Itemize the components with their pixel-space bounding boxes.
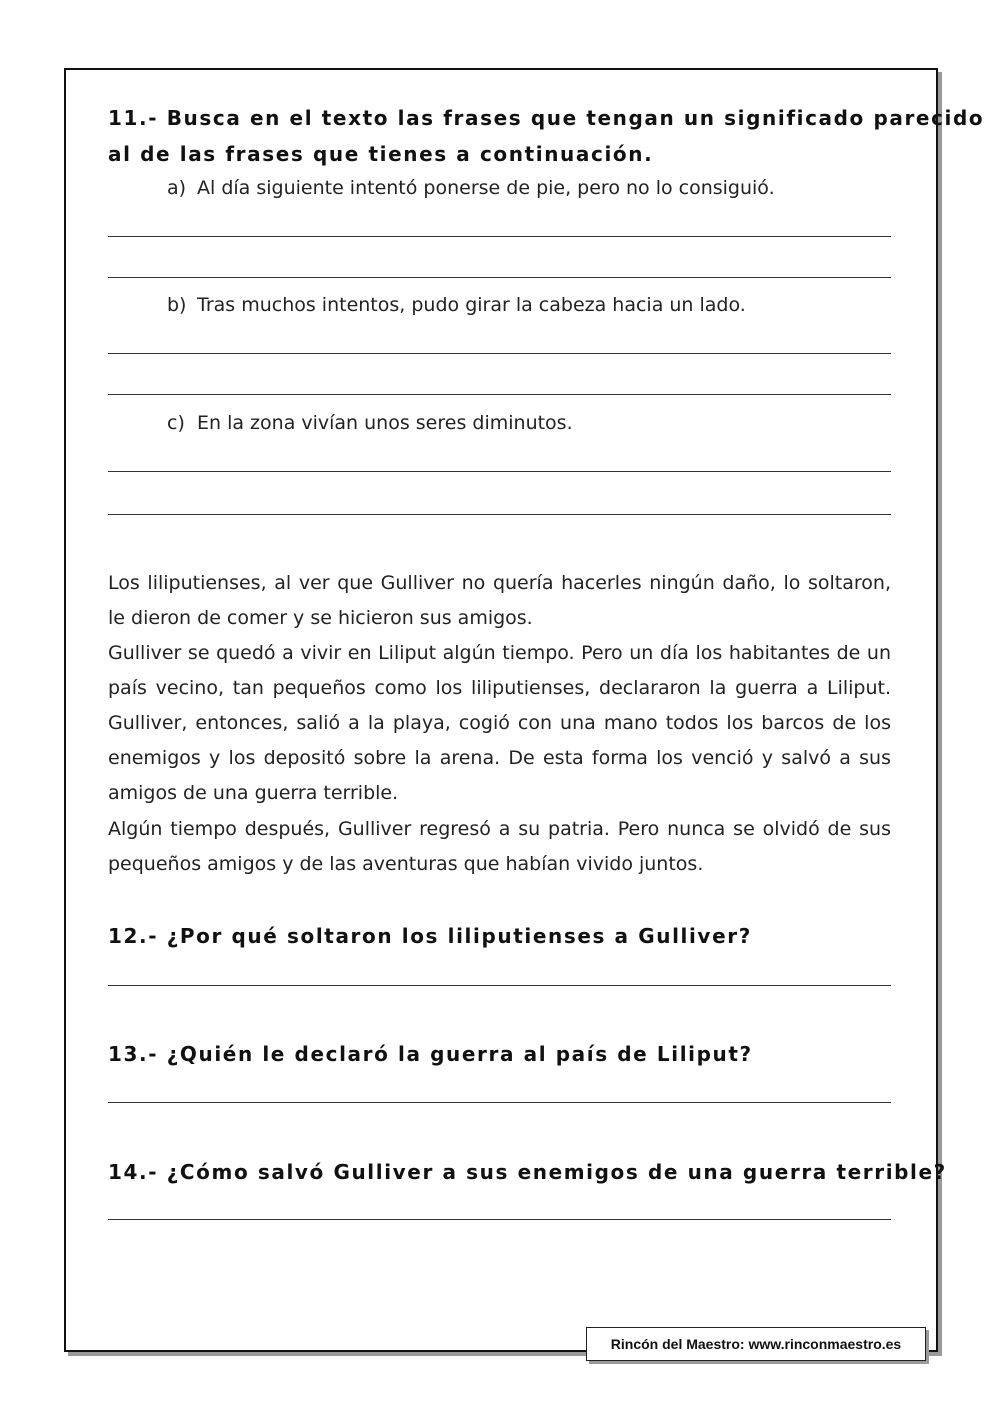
answer-line[interactable] (108, 1219, 891, 1220)
q13-title: 13.- ¿Quién le declaró la guerra al país de Liliput? (108, 1042, 753, 1066)
q11-title-line1: 11.- Busca en el texto las frases que tengan un significado parecido (108, 106, 985, 130)
q11-item-c-text: En la zona vivían unos seres diminutos. (197, 412, 573, 434)
reading-paragraph-1: Los liliputienses, al ver que Gulliver no quería hacerles ningún daño, lo soltaron, le dieron de comer y se hicieron sus amigos. (108, 572, 891, 629)
answer-line[interactable] (108, 236, 891, 237)
answer-line[interactable] (108, 985, 891, 986)
answer-line[interactable] (108, 394, 891, 395)
answer-line[interactable] (108, 1102, 891, 1103)
reading-paragraph-3: Algún tiempo después, Gulliver regresó a su patria. Pero nunca se olvidó de sus pequeños amigos y de las aventuras que habían vivido juntos. (108, 818, 891, 875)
q11-item-a-label: a) (167, 177, 187, 199)
q11-item-b-label: b) (167, 294, 187, 316)
q11-item-b-text: Tras muchos intentos, pudo girar la cabeza hacia un lado. (197, 294, 746, 316)
q11-item-c-label: c) (167, 412, 185, 434)
footer-credit: Rincón del Maestro: www.rinconmaestro.es (586, 1327, 926, 1361)
q14-title: 14.- ¿Cómo salvó Gulliver a sus enemigos de una guerra terrible? (108, 1160, 947, 1184)
reading-paragraph-2: Gulliver se quedó a vivir en Liliput algún tiempo. Pero un día los habitantes de un país vecino, tan pequeños como los liliputienses, declararon la guerra a Liliput. Gulliver, entonces, salió a la playa, cogió con una mano todos los barcos de los enemigos y los depositó sobre la arena. De esta forma los venció y salvó a sus amigos de una guerra terrible. (108, 642, 891, 804)
q11-item-a-text: Al día siguiente intentó ponerse de pie, pero no lo consiguió. (197, 177, 775, 199)
answer-line[interactable] (108, 353, 891, 354)
answer-line[interactable] (108, 514, 891, 515)
q11-item-c (167, 412, 573, 434)
q11-item-b (167, 294, 746, 316)
answer-line[interactable] (108, 471, 891, 472)
answer-line[interactable] (108, 277, 891, 278)
q12-title: 12.- ¿Por qué soltaron los liliputienses a Gulliver? (108, 924, 752, 948)
q11-item-a (167, 177, 775, 199)
q11-title-line2: al de las frases que tienes a continuación. (108, 142, 654, 166)
